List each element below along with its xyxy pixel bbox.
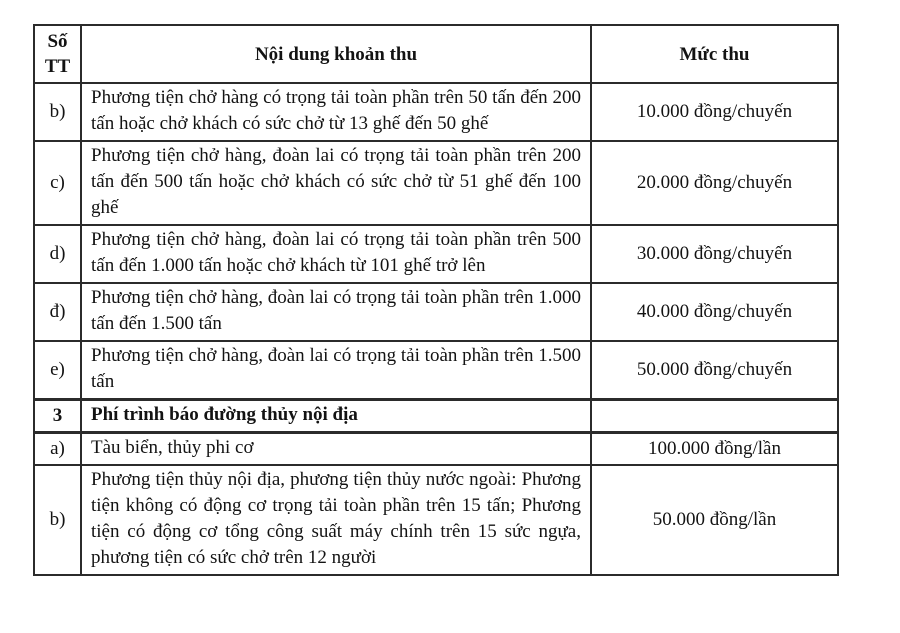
row-content-cell: Phương tiện chở hàng, đoàn lai có trọng tải toàn phần trên 500 tấn đến 1.000 tấn hoặc chở khách từ 101 ghế trở lên bbox=[81, 225, 591, 283]
table-row bbox=[34, 141, 838, 225]
row-content-cell: Tàu biển, thủy phi cơ bbox=[81, 433, 591, 466]
row-number-cell: c) bbox=[34, 141, 81, 225]
row-fee-cell: 100.000 đồng/lần bbox=[591, 433, 838, 466]
row-content-cell: Phương tiện thủy nội địa, phương tiện thủy nước ngoài: Phương tiện không có động cơ trọng tải toàn phần trên 15 tấn; Phương tiện có động cơ tổng công suất máy chính trên 15 sức ngựa, phương tiện có sức chở trên 12 người bbox=[81, 465, 591, 575]
fee-table bbox=[33, 24, 839, 576]
header-noi-dung-khoan-thu: Nội dung khoản thu bbox=[81, 25, 591, 83]
row-number-cell: b) bbox=[34, 465, 81, 575]
table-row bbox=[34, 400, 838, 433]
row-content-cell: Phương tiện chở hàng, đoàn lai có trọng tải toàn phần trên 200 tấn đến 500 tấn hoặc chở khách có sức chở từ 51 ghế đến 100 ghế bbox=[81, 141, 591, 225]
row-number-cell: b) bbox=[34, 83, 81, 141]
row-fee-cell: 20.000 đồng/chuyến bbox=[591, 141, 838, 225]
row-number-cell: 3 bbox=[34, 400, 81, 433]
header-muc-thu: Mức thu bbox=[591, 25, 838, 83]
row-fee-cell bbox=[591, 400, 838, 433]
row-content-cell: Phí trình báo đường thủy nội địa bbox=[81, 400, 591, 433]
row-fee-cell: 50.000 đồng/lần bbox=[591, 465, 838, 575]
row-fee-cell: 50.000 đồng/chuyến bbox=[591, 341, 838, 400]
header-so-tt: Số TT bbox=[34, 25, 81, 83]
table-row bbox=[34, 341, 838, 400]
row-fee-cell: 30.000 đồng/chuyến bbox=[591, 225, 838, 283]
header-row bbox=[34, 25, 838, 83]
row-content-cell: Phương tiện chở hàng, đoàn lai có trọng tải toàn phần trên 1.500 tấn bbox=[81, 341, 591, 400]
row-number-cell: a) bbox=[34, 433, 81, 466]
row-number-cell: d) bbox=[34, 225, 81, 283]
row-fee-cell: 40.000 đồng/chuyến bbox=[591, 283, 838, 341]
table-row bbox=[34, 283, 838, 341]
row-fee-cell: 10.000 đồng/chuyến bbox=[591, 83, 838, 141]
row-content-cell: Phương tiện chở hàng, đoàn lai có trọng tải toàn phần trên 1.000 tấn đến 1.500 tấn bbox=[81, 283, 591, 341]
row-content-cell: Phương tiện chở hàng có trọng tải toàn phần trên 50 tấn đến 200 tấn hoặc chở khách có sức chở từ 13 ghế đến 50 ghế bbox=[81, 83, 591, 141]
table-row bbox=[34, 225, 838, 283]
table-row bbox=[34, 83, 838, 141]
row-number-cell: e) bbox=[34, 341, 81, 400]
row-number-cell: đ) bbox=[34, 283, 81, 341]
table-row bbox=[34, 433, 838, 466]
table-row bbox=[34, 465, 838, 575]
